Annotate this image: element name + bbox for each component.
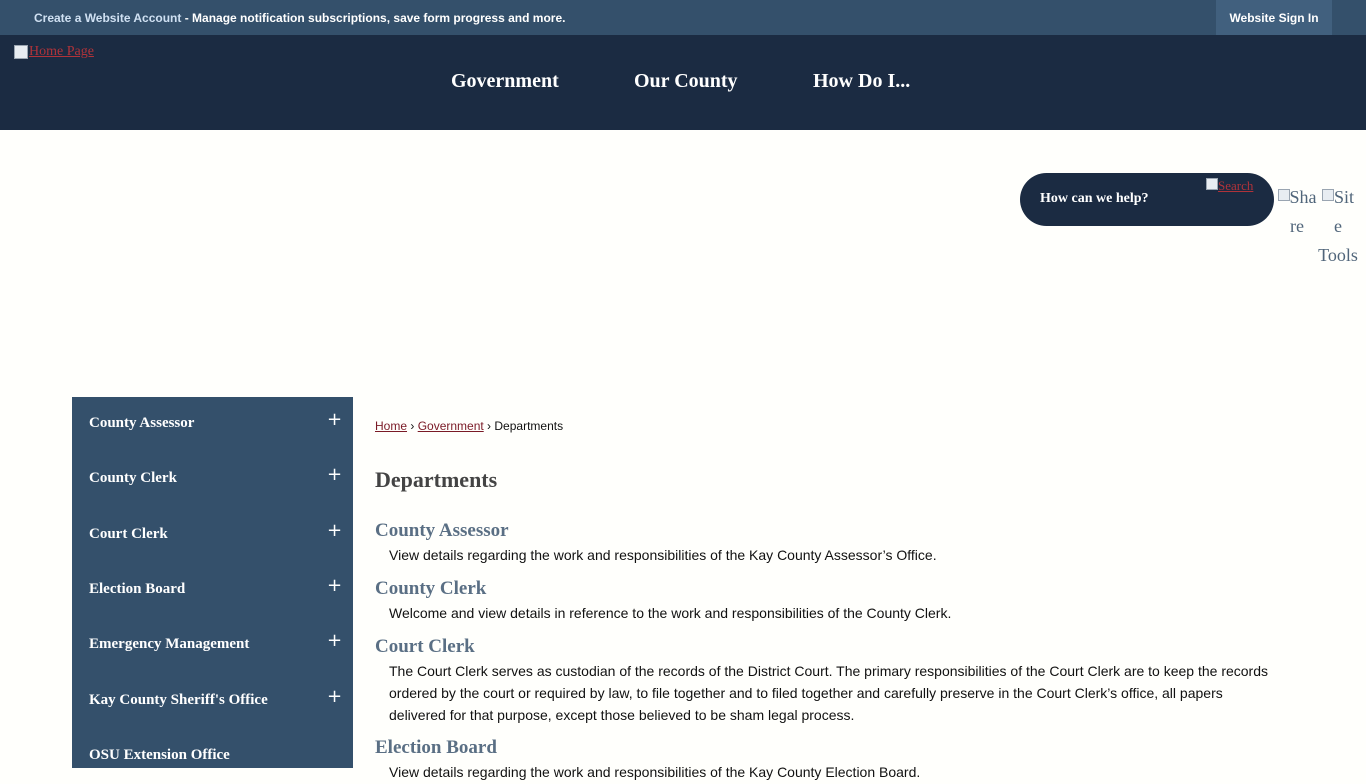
broken-image-icon	[14, 45, 28, 59]
department-link[interactable]: Court Clerk	[375, 636, 475, 657]
nav-our-county[interactable]: Our County	[634, 70, 738, 92]
share-icon	[1278, 189, 1290, 201]
breadcrumb-government[interactable]: Government	[417, 419, 484, 433]
page-title: Departments	[375, 467, 498, 492]
site-tools-icon	[1322, 189, 1334, 201]
sidebar-item-label: OSU Extension Office	[89, 747, 230, 763]
department-entry	[375, 578, 1275, 624]
search-button[interactable]	[1206, 178, 1253, 194]
sidebar-item-county-assessor[interactable]	[72, 397, 353, 452]
department-entry	[375, 737, 1275, 783]
sidebar-item-label: Kay County Sheriff's Office	[89, 692, 268, 708]
expand-icon[interactable]: +	[327, 686, 343, 707]
expand-icon[interactable]: +	[327, 575, 343, 596]
site-tools-label-2: e	[1334, 216, 1342, 236]
department-link[interactable]: Election Board	[375, 737, 497, 758]
expand-icon[interactable]: +	[327, 630, 343, 651]
logo-alt-text: Home Page	[29, 44, 94, 59]
department-desc: Welcome and view details in reference to the work and responsibilities of the County Clerk.	[389, 605, 952, 621]
sign-in-button[interactable]: Website Sign In	[1216, 0, 1332, 35]
utility-bar	[0, 0, 1366, 35]
nav-how-do-i[interactable]: How Do I...	[813, 70, 911, 92]
department-desc: The Court Clerk serves as custodian of the records of the District Court. The primary responsibilities of the Court Clerk are to keep the records ordered by the court or required by law, to file together and to filed together and carefully preserve in the Court Clerk’s office, all papers delivered for that purpose, except those believed to be sham legal process.	[389, 663, 1268, 723]
search-box[interactable]	[1020, 173, 1274, 226]
expand-icon[interactable]: +	[327, 520, 343, 541]
department-entry	[375, 636, 1275, 726]
site-header	[0, 35, 1366, 130]
site-tools[interactable]	[1314, 183, 1362, 270]
expand-icon[interactable]: +	[327, 409, 343, 430]
department-entry	[375, 520, 1275, 566]
sidebar-item-label: County Assessor	[89, 415, 195, 431]
main-nav	[0, 70, 1366, 100]
share-tool[interactable]	[1277, 183, 1317, 241]
sidebar-item-election-board[interactable]	[72, 563, 353, 618]
account-promo-text: - Manage notification subscriptions, save form progress and more.	[181, 11, 566, 25]
sidebar-item-osu-extension[interactable]	[72, 729, 353, 784]
breadcrumb-home[interactable]: Home	[375, 419, 408, 433]
sidebar-item-county-clerk[interactable]	[72, 452, 353, 507]
breadcrumb: Home › Government › Departments	[375, 419, 564, 433]
sidebar-item-emergency-management[interactable]	[72, 618, 353, 673]
share-label-2: re	[1290, 216, 1304, 236]
search-button-alt: Search	[1218, 178, 1254, 193]
department-desc: View details regarding the work and responsibilities of the Kay County Election Board.	[389, 764, 921, 780]
breadcrumb-current: Departments	[494, 419, 564, 433]
sidebar-item-label: Court Clerk	[89, 526, 168, 542]
site-tools-label-1: Sit	[1333, 187, 1354, 207]
department-link[interactable]: County Clerk	[375, 578, 487, 599]
create-account-link[interactable]: Create a Website Account	[34, 11, 182, 25]
site-tools-label-3: Tools	[1318, 245, 1358, 265]
nav-government[interactable]: Government	[451, 70, 559, 92]
sidebar-item-label: County Clerk	[89, 470, 177, 486]
share-label-1: Sha	[1289, 187, 1317, 207]
sidebar-nav	[72, 397, 353, 768]
sidebar-item-sheriffs-office[interactable]	[72, 674, 353, 729]
sidebar-item-label: Election Board	[89, 581, 186, 597]
expand-icon[interactable]: +	[327, 464, 343, 485]
home-logo-link[interactable]	[14, 44, 94, 60]
sidebar-item-court-clerk[interactable]	[72, 508, 353, 563]
sidebar-item-label: Emergency Management	[89, 636, 250, 652]
search-input[interactable]: How can we help?	[1040, 191, 1149, 206]
department-link[interactable]: County Assessor	[375, 520, 509, 541]
search-icon	[1206, 178, 1218, 190]
department-desc: View details regarding the work and responsibilities of the Kay County Assessor’s Office.	[389, 547, 937, 563]
account-promo	[34, 11, 565, 25]
